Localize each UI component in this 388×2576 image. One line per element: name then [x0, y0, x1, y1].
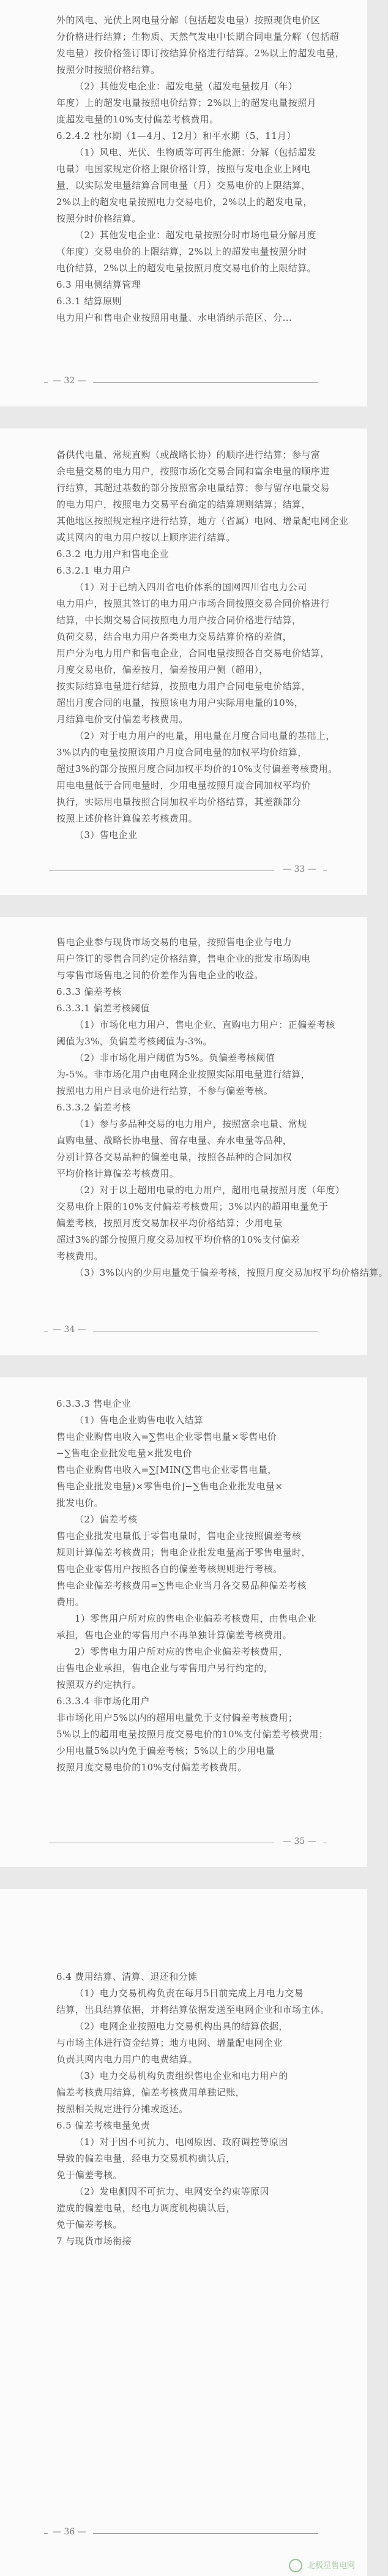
text-line: 规则计算偏差考核费用；售电企业批发电量高于零售电量时， [56, 1547, 311, 1558]
page-body [0, 1889, 367, 2250]
page-body [0, 1377, 367, 1776]
text-line: 售电企业批发电量低于零售电量时，售电企业按照偏差考核 [56, 1530, 302, 1541]
text-line: （1）风电、光伏、生物质等可再生能源：分解（包括超发 [75, 147, 316, 158]
text-line: 度超发电量的10%支付偏差考核费用。 [56, 114, 219, 125]
text-line: 其他地区按照规定程序进行结算，地方（省属）电网、增量配电网企业 [56, 515, 349, 526]
page-number [0, 2527, 367, 2539]
page-number-label: — 36 — [53, 2527, 86, 2537]
watermark [289, 2559, 355, 2573]
text-line: 导致的偏差电量，经电力交易机构确认后， [56, 2153, 236, 2164]
text-line: 偏差考核，按照月度交易加权平均价格结算；少用电量 [56, 1218, 283, 1229]
footer-rule [93, 2533, 318, 2534]
watermark-logo-icon [289, 2559, 302, 2572]
text-line: （1）市场化电力用户、售电企业、直购电力用户：正偏差考核 [75, 1019, 335, 1030]
text-line: 用电电量低于合同电量时，少用电量按照月度合同加权平均价 [56, 780, 311, 791]
document-page-35 [0, 1377, 367, 1867]
document-page-33 [0, 429, 367, 895]
text-line: 6.3.2 电力用户和售电企业 [56, 549, 169, 560]
text-line: 6.3.3 偏差考核 [56, 986, 122, 997]
text-line: 售电企业购售电收入=∑售电企业零售电量×零售电价 [56, 1431, 277, 1442]
text-line: （3）电力交易机构负责组织售电企业和电力用户的 [75, 2070, 288, 2081]
text-line: （1）售电企业购售电收入结算 [75, 1415, 204, 1426]
text-line: 与零售市场售电之间的价差作为售电企业的收益。 [56, 970, 264, 981]
text-line: 承担，售电企业的零售用户不再单独计算偏差考核费用。 [56, 1630, 293, 1641]
text-line: 的电力用户，按照电力交易平台确定的结算规则结算；结算， [56, 499, 311, 510]
text-line: 售电企业零售用户按照各自的偏差考核规则进行考核。 [56, 1563, 283, 1574]
text-line: 按照分时价格结算。 [56, 213, 141, 224]
text-line: 月度交易电价，偏差按月，偏差按用户侧（超用）， [56, 664, 269, 675]
text-line: 为-5%。非市场化用户由电网企业按照实际用电量进行结算， [56, 1069, 311, 1080]
text-line: 6.3.1 结算原则 [56, 296, 122, 307]
text-line: 超过3%的部分按照月度交易加权平均价格的10%支付偏差 [56, 1234, 300, 1245]
text-line: 备供代电量、常规直购（或战略长协）的顺序进行结算；参与富 [56, 449, 321, 460]
text-line: 分价格进行结算；生物质、天然气发电中长期合同电量分解（包括超 [56, 31, 340, 42]
text-line: 6.3.3.1 偏差考核阈值 [56, 1003, 150, 1014]
page-body [0, 0, 367, 326]
text-line: （2）发电侧因不可抗力、电网安全约束等原因 [75, 2186, 269, 2197]
document-page-34 [0, 917, 388, 1355]
text-line: 售电企业参与现货市场交易的电量，按照售电企业与电力 [56, 937, 293, 948]
text-line: 6.5 偏差考核电量免责 [56, 2120, 151, 2131]
text-line: 批发电价。 [56, 1497, 104, 1508]
text-line: 费用。 [56, 1597, 85, 1608]
page-number-label: — 33 — [283, 864, 316, 874]
page-body [0, 917, 388, 1281]
footer-rule [93, 382, 318, 383]
text-line: （2）其他发电企业：超发电量（超发电量按月（年） [75, 81, 298, 92]
text-line: 3%以内的电量按照该用户月度合同电量的加权平均价结算， [56, 747, 307, 758]
text-line: 发电量）按价格签订即订按结算价格进行结算。2%以上的超发电量， [56, 48, 345, 59]
text-line: 行结算，其超过基数的部分按照富余电量结算；参与留存电量交易 [56, 482, 330, 493]
document-page-32 [0, 0, 367, 406]
text-line: 电价结算，2%以上的超发电量按照月度交易电价的上限结算。 [56, 263, 316, 274]
text-line: 免于偏差考核。 [56, 2170, 122, 2181]
text-line: 2%以上的超发电量按照电力交易电价，2%以上的超发电量， [56, 197, 313, 208]
footer-rule [44, 2533, 48, 2534]
text-line: 6.2.4.2 杜尔期（1—4月、12月）和平水期（5、11月） [56, 130, 296, 141]
text-line: 按照双方约定执行。 [56, 1679, 141, 1690]
text-line: 6.3.2.1 电力用户 [56, 565, 132, 576]
text-line: 售电企业偏差考核费用=∑售电企业当月各交易品种偏差考核 [56, 1580, 307, 1591]
text-line: 超出月度合同的电量，按照该电力用户实际用电量的10%， [56, 697, 304, 708]
text-line: 按照分时按照价格结算。 [56, 64, 160, 75]
text-line: 6.3.3.4 非市场化用户 [56, 1696, 150, 1707]
text-line: 平均价格计算偏差考核费用。 [56, 1168, 179, 1179]
text-line: 用户签订的零售合同约定价格结算，售电企业的批发市场购电 [56, 953, 311, 964]
text-line: 负责其网内电力用户的电费结算。 [56, 2054, 198, 2065]
text-line: 电力用户和售电企业按照用电量、水电消纳示范区、分... [56, 312, 293, 323]
text-line: 执行，实际用电量按照合同加权平均价格结算，其差额部分 [56, 796, 302, 807]
page-number-label: — 34 — [53, 1325, 86, 1335]
text-line: 5%以上的超用电量按照月度交易电价的10%支付偏差考核费用； [56, 1729, 329, 1740]
text-line: （2）对于以上超用电量的电力用户，超用电量按照月度（年度） [75, 1185, 345, 1196]
text-line: 免于偏差考核。 [56, 2219, 122, 2230]
footer-rule [44, 382, 48, 383]
text-line: −∑售电企业批发电量×批发电价 [56, 1448, 192, 1459]
text-line: 6.3 用电侧结算管理 [56, 279, 141, 290]
page-number-label: — 32 — [53, 376, 86, 386]
text-line: 外的风电、光伏上网电量分解（包括超发电量）按照现货电价区 [56, 15, 321, 26]
page-body [0, 429, 367, 844]
text-line: 按实际结算电量进行结算，按照电力用户合同电量电价结算， [56, 681, 311, 692]
document-page-36 [0, 1889, 367, 2576]
text-line: 电力用户，按照其签订的电力用户市场合同按照交易合同价格进行 [56, 598, 330, 609]
text-line: 造成的偏差电量，经电力调度机构确认后， [56, 2203, 236, 2214]
text-line: 月结算电价支付偏差考核费用。 [56, 714, 188, 725]
text-line: 按照上述价格计算偏差考核费用。 [56, 813, 198, 824]
page-number [0, 1837, 367, 1849]
text-line: 按照电力用户目录电价进行结算，不参与偏差考核。 [56, 1085, 274, 1096]
page-number [0, 376, 367, 388]
text-line: 交易电价上限的10%支付偏差考核费用；3%以内的超用电量免于 [56, 1201, 329, 1212]
text-line: 7 与现货市场衔接 [56, 2236, 132, 2247]
text-line: 或其网内的电力用户按以上顺序进行结算。 [56, 532, 236, 543]
text-line: 少用电量5%以内免于偏差考核；5%以上的少用电量 [56, 1745, 275, 1756]
text-line: （2）偏差考核 [75, 1514, 138, 1525]
text-line: 与市场主体进行资金结算；地方电网、增量配电网企业 [56, 2037, 283, 2048]
text-line: 售电企业购售电收入=∑[MIN(∑售电企业零售电量， [56, 1464, 277, 1475]
text-line: 非市场化用户5%以内的超用电量免于支付偏差考核费用； [56, 1712, 298, 1723]
text-line: 年度）上的超发电量按照电价结算；2%以上的超发电量按照月 [56, 97, 316, 108]
page-number [0, 1325, 367, 1337]
text-line: 电量）电国家规定价格上限价格计算，按照与发电企业上网电 [56, 163, 311, 174]
text-line: 6.4 费用结算、清算、退还和分摊 [56, 1971, 198, 1982]
text-line: （1）电力交易机构负责在每月5日前完成上月电力交易 [75, 1988, 304, 1999]
text-line: 考核费用。 [56, 1251, 104, 1262]
page-number [0, 864, 367, 877]
text-line: （年度）交易电价的上限结算，2%以上的超发电量按照分时 [56, 246, 307, 257]
text-line: 6.3.3.3 售电企业 [56, 1398, 132, 1409]
text-line: （2）电网企业按照电力交易机构出具的结算依据， [75, 2021, 288, 2032]
text-line: 由售电企业承担，售电企业与零售用户另行约定的， [56, 1663, 274, 1674]
text-line: （2）对于电力用户的电量，用电量在月度合同电量的基础上， [75, 730, 335, 741]
text-line: （3）3%以内的少用电量免于偏差考核，按照月度交易加权平均价格结算。 [75, 1267, 388, 1278]
watermark-text: 北极星售电网 [307, 2561, 355, 2570]
text-line: 结算，中长期交易合同按照电力用户按合同价格进行结算， [56, 615, 302, 626]
text-line: （1）参与多品种交易的电力用户，按照富余电量、常规 [75, 1118, 307, 1129]
text-line: （1）对于因不可抗力、电网原因、政府调控等原因 [75, 2136, 288, 2147]
page-number-label: — 35 — [283, 1837, 316, 1846]
text-line: （1）对于已纳入四川省电价体系的国网四川省电力公司 [75, 582, 307, 593]
text-line: 按照月度交易电价的10%支付偏差考核费用。 [56, 1762, 247, 1773]
text-line: 阈值为3%，负偏差考核阈值为-3%。 [56, 1036, 212, 1047]
text-line: 结算，出具结算依据，并将结算依据发送至电网企业和市场主体。 [56, 2004, 330, 2015]
text-line: 直购电量、战略长协电量、留存电量、弃水电量等品种， [56, 1135, 293, 1146]
text-line: 2）零售电力用户所对应的售电企业偏差考核费用， [75, 1646, 288, 1657]
text-line: （2）非市场化用户阈值为5%。负偏差考核阈值 [75, 1052, 275, 1063]
text-line: 按照相关规定进行分摊或返还。 [56, 2103, 188, 2114]
text-line: 用户分为电力用户和售电企业，合同电量按照各自交易电价结算， [56, 648, 330, 659]
text-line: 分别计算各交易品种的偏差电量，按照各品种的合同加权 [56, 1151, 293, 1163]
text-line: （2）其他发电企业：超发电量按照分时市场电量分解月度 [75, 230, 316, 241]
text-line: 偏差考核费用结算，偏差考核费用单独记账， [56, 2087, 245, 2098]
text-line: 负荷交易，结合电力用户各类电力交易结算价格的差值， [56, 631, 293, 642]
text-line: 6.3.3.2 偏差考核 [56, 1102, 132, 1113]
text-line: 量，以实际发电量结算合同电量（月）交易电价的上限结算， [56, 180, 311, 191]
text-line: 1）零售用户所对应的售电企业偏差考核费用，由售电企业 [75, 1613, 316, 1624]
text-line: 超过3%的部分按照月度合同加权平均价的10%支付偏差考核费用。 [56, 763, 338, 774]
text-line: 售电企业批发电量)×零售电价]−∑售电企业批发电量× [56, 1481, 283, 1492]
text-line: 余电量交易的电力用户，按照市场化交易合同和富余电量的顺序进 [56, 466, 330, 477]
text-line: （3）售电企业 [75, 829, 138, 841]
